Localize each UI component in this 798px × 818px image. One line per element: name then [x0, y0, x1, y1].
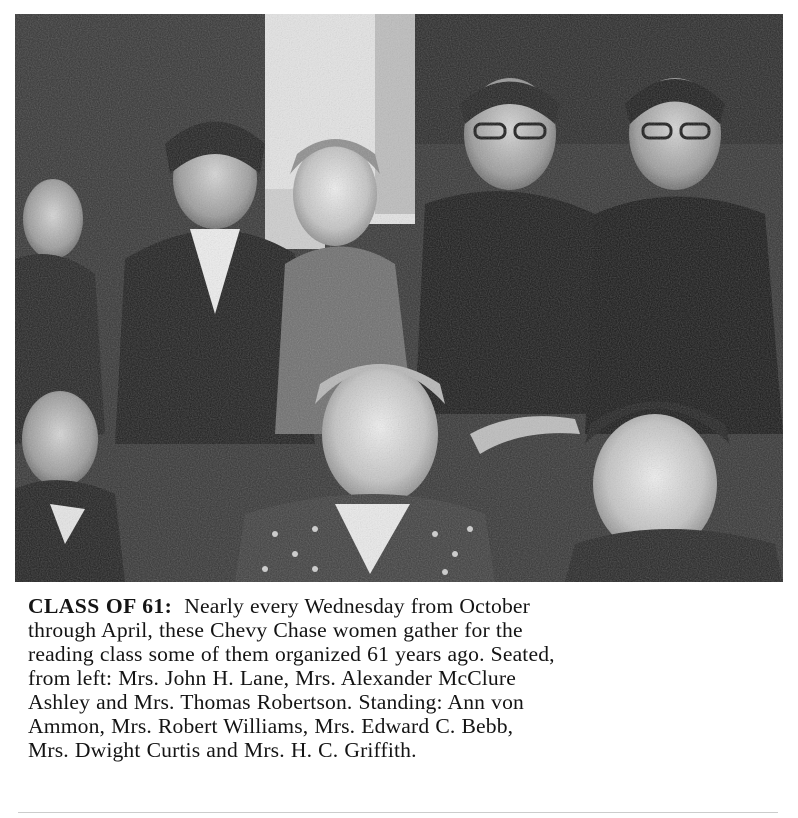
caption-line-2: through April, these Chevy Chase women gather for the: [28, 618, 523, 642]
caption-text-1: Nearly every Wednesday from October: [184, 594, 530, 618]
group-photograph: [15, 14, 783, 582]
photo-caption: [28, 594, 776, 762]
caption-line-1: [28, 594, 776, 618]
photo-illustration: [15, 14, 783, 582]
caption-headline: CLASS OF 61:: [28, 594, 173, 618]
caption-line-6: Ammon, Mrs. Robert Williams, Mrs. Edward C. Bebb,: [28, 714, 514, 738]
caption-line-4: from left: Mrs. John H. Lane, Mrs. Alexander McClure: [28, 666, 516, 690]
caption-line-3: reading class some of them organized 61 years ago. Seated,: [28, 642, 555, 666]
bottom-rule: [18, 812, 778, 813]
caption-line-7: Mrs. Dwight Curtis and Mrs. H. C. Griffith.: [28, 738, 417, 762]
caption-line-5: Ashley and Mrs. Thomas Robertson. Standing: Ann von: [28, 690, 524, 714]
